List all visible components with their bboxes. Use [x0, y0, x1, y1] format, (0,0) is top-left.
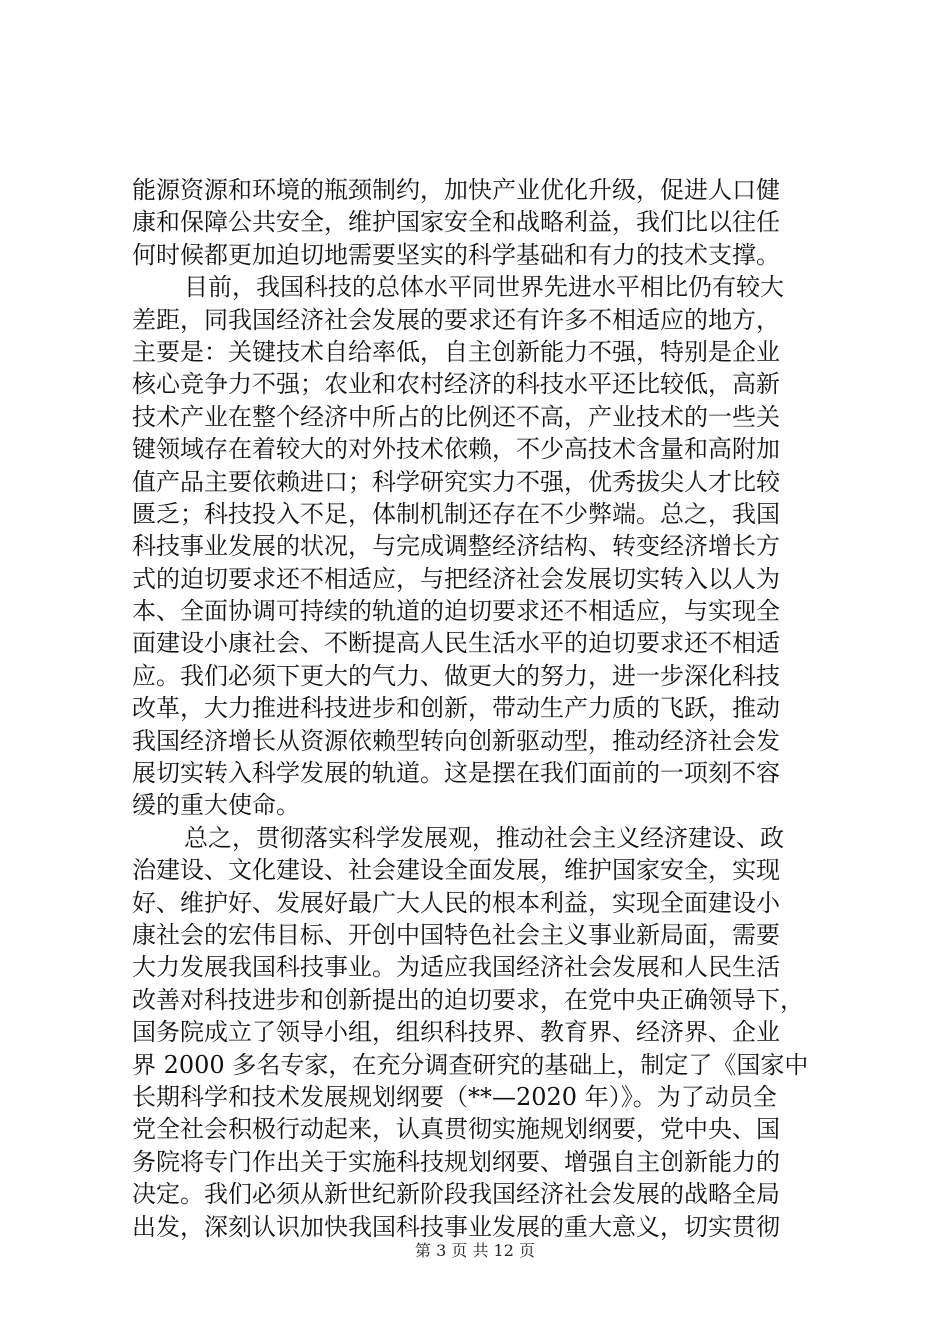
text-line: 缓的重大使命。 [132, 791, 300, 820]
text-line: 能源资源和环境的瓶颈制约，加快产业优化升级，促进人口健 [132, 176, 780, 204]
text-line: 展切实转入科学发展的轨道。这是摆在我们面前的一项刻不容 [132, 759, 780, 788]
text-line: 键领域存在着较大的对外技术依赖，不少高技术含量和高附加 [132, 435, 780, 464]
text-line: 本、全面协调可持续的轨道的迫切要求还不相适应，与实现全 [132, 597, 780, 626]
text-line: 差距，同我国经济社会发展的要求还有许多不相适应的地方， [132, 305, 780, 334]
text-line: 党全社会积极行动起来，认真贯彻实施规划纲要，党中央、国 [132, 1115, 780, 1144]
text-line: 匮乏；科技投入不足，体制机制还存在不少弊端。总之，我国 [132, 499, 780, 528]
text-line: 改善对科技进步和创新提出的迫切要求，在党中央正确领导下， [132, 985, 804, 1014]
paragraph-first-line: 目前，我国科技的总体水平同世界先进水平相比仍有较大 [184, 273, 784, 302]
text-line: 改革，大力推进科技进步和创新，带动生产力质的飞跃，推动 [132, 694, 780, 723]
text-line: 我国经济增长从资源依赖型转向创新驱动型，推动经济社会发 [132, 726, 780, 755]
text-line: 科技事业发展的状况，与完成调整经济结构、转变经济增长方 [132, 532, 780, 561]
text-line: 治建设、文化建设、社会建设全面发展，维护国家安全，实现 [132, 856, 780, 885]
text-line: 康和保障公共安全，维护国家安全和战略利益，我们比以往任 [132, 208, 780, 237]
text-line: 大力发展我国科技事业。为适应我国经济社会发展和人民生活 [132, 953, 780, 982]
text-line: 技术产业在整个经济中所占的比例还不高，产业技术的一些关 [132, 402, 780, 431]
page-number-footer: 第 3 页 共 12 页 [415, 1241, 535, 1260]
text-line: 主要是：关键技术自给率低，自主创新能力不强，特别是企业 [132, 337, 780, 366]
text-line: 式的迫切要求还不相适应，与把经济社会发展切实转入以人为 [132, 564, 780, 593]
text-line: 务院将专门作出关于实施科技规划纲要、增强自主创新能力的 [132, 1147, 780, 1176]
text-line: 界 2000 多名专家，在充分调查研究的基础上，制定了《国家中 [132, 1050, 809, 1079]
text-line: 面建设小康社会、不断提高人民生活水平的迫切要求还不相适 [132, 629, 780, 658]
text-line: 值产品主要依赖进口；科学研究实力不强，优秀拔尖人才比较 [132, 467, 780, 496]
text-line: 应。我们必须下更大的气力、做更大的努力，进一步深化科技 [132, 661, 780, 690]
text-line: 决定。我们必须从新世纪新阶段我国经济社会发展的战略全局 [132, 1180, 780, 1209]
text-line: 国务院成立了领导小组，组织科技界、教育界、经济界、企业 [132, 1018, 780, 1047]
text-line: 出发，深刻认识加快我国科技事业发展的重大意义，切实贯彻 [132, 1212, 780, 1241]
document-body [132, 174, 832, 1243]
paragraph-first-line: 总之，贯彻落实科学发展观，推动社会主义经济建设、政 [184, 823, 784, 852]
text-line: 长期科学和技术发展规划纲要（**—2020 年）》。为了动员全 [132, 1082, 777, 1111]
text-line: 核心竞争力不强；农业和农村经济的科技水平还比较低，高新 [132, 370, 780, 399]
text-line: 康社会的宏伟目标、开创中国特色社会主义事业新局面，需要 [132, 920, 780, 949]
text-line: 好、维护好、发展好最广大人民的根本利益，实现全面建设小 [132, 888, 780, 917]
text-line: 何时候都更加迫切地需要坚实的科学基础和有力的技术支撑。 [132, 240, 780, 269]
